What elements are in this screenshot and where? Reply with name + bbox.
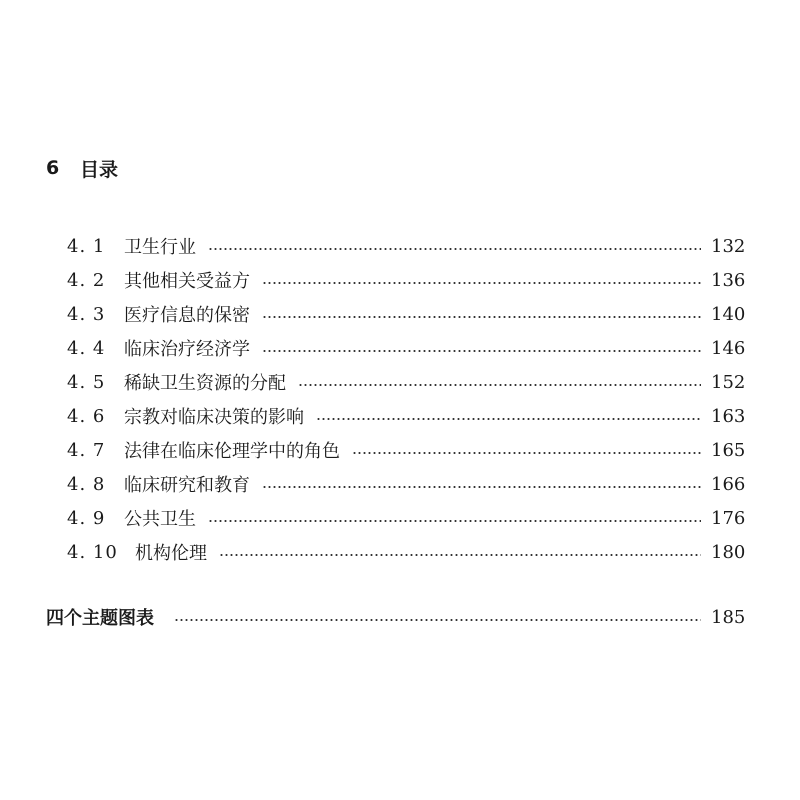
page-reference: 132 xyxy=(711,235,746,257)
section-number: 4. 8 xyxy=(67,473,106,495)
section-number: 4. 6 xyxy=(67,405,106,427)
page-reference: 163 xyxy=(711,405,746,427)
toc-entry[interactable] xyxy=(67,501,745,535)
toc-entry[interactable] xyxy=(67,297,745,331)
page-reference: 166 xyxy=(711,473,746,495)
section-title: 卫生行业 xyxy=(124,237,196,258)
dot-leader xyxy=(262,316,701,318)
toc-entry[interactable] xyxy=(67,263,745,297)
section-title: 宗教对临床决策的影响 xyxy=(124,407,304,428)
section-title: 稀缺卫生资源的分配 xyxy=(124,373,286,394)
toc-entry[interactable] xyxy=(67,535,745,569)
page-reference: 185 xyxy=(711,606,746,628)
section-number: 4. 1 xyxy=(67,235,106,257)
dot-leader xyxy=(262,486,701,488)
page-reference: 146 xyxy=(711,337,746,359)
dot-leader xyxy=(219,554,701,556)
section-title: 法律在临床伦理学中的角色 xyxy=(124,441,340,462)
page-reference: 136 xyxy=(711,269,746,291)
section-title: 其他相关受益方 xyxy=(124,271,250,292)
toc-entry[interactable] xyxy=(67,229,745,263)
page-reference: 140 xyxy=(711,303,746,325)
page-reference: 176 xyxy=(711,507,746,529)
section-title: 医疗信息的保密 xyxy=(124,305,250,326)
dot-leader xyxy=(262,350,701,352)
dot-leader xyxy=(262,282,701,284)
page-reference: 165 xyxy=(711,439,746,461)
dot-leader xyxy=(298,384,701,386)
page-title: 目录 xyxy=(80,158,119,181)
section-title: 机构伦理 xyxy=(135,543,207,564)
dot-leader xyxy=(352,452,701,454)
toc-entry[interactable] xyxy=(67,331,745,365)
section-number: 4. 7 xyxy=(67,439,106,461)
section-title: 临床研究和教育 xyxy=(124,475,250,496)
toc-list xyxy=(67,229,745,569)
section-title: 公共卫生 xyxy=(124,509,196,530)
section-number: 4. 9 xyxy=(67,507,106,529)
section-title: 临床治疗经济学 xyxy=(124,339,250,360)
section-number: 4. 5 xyxy=(67,371,106,393)
appendix-entry[interactable] xyxy=(46,600,745,634)
toc-entry[interactable] xyxy=(67,433,745,467)
section-number: 4. 10 xyxy=(67,541,118,563)
toc-entry[interactable] xyxy=(67,365,745,399)
appendix-title: 四个主题图表 xyxy=(46,608,154,629)
toc-entry[interactable] xyxy=(67,399,745,433)
dot-leader xyxy=(316,418,701,420)
dot-leader xyxy=(208,248,701,250)
page-reference: 152 xyxy=(711,371,746,393)
section-number: 4. 4 xyxy=(67,337,106,359)
page-header xyxy=(46,154,118,182)
page-number: 6 xyxy=(46,157,60,179)
toc-entry[interactable] xyxy=(67,467,745,501)
dot-leader xyxy=(174,619,701,621)
section-number: 4. 3 xyxy=(67,303,106,325)
dot-leader xyxy=(208,520,701,522)
page-reference: 180 xyxy=(711,541,746,563)
section-number: 4. 2 xyxy=(67,269,106,291)
